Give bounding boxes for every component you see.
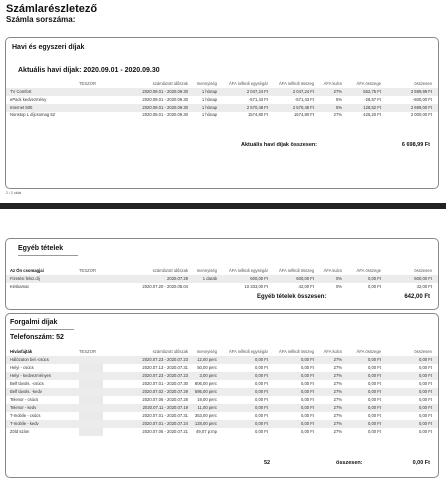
table-cell: 11,00 perc [197,405,217,410]
table-cell: 552,75 Ft [363,89,381,94]
table-cell: Nonstop L díjcsomag 52 [10,112,56,117]
table-cell: 600,00 Ft [296,276,314,281]
other-items-heading: Egyéb tételek [18,245,78,256]
table-cell: 2020.07.13 - 2020.07.31 [142,365,188,370]
table-cell: 0,00 Ft [300,397,314,402]
table-cell: 0,00 Ft [367,405,381,410]
table-cell: 806,00 perc [194,381,217,386]
table-row [6,364,438,372]
table-cell: 42,00 Ft [298,284,314,289]
table-cell: 2020.07.02 - 2020.07.29 [142,389,188,394]
monthly-total-label: Aktuális havi díjak összesen: [241,142,318,148]
table-cell: 0,00 Ft [367,373,381,378]
table-cell: Belf távols. -csúcs [10,381,44,386]
table-row [6,404,438,412]
phone-number-line: Telefonszám: 52 [10,334,64,341]
table-cell: 0,00 Ft [254,381,268,386]
page-number: 2 / 2 oldal [6,191,22,195]
table-cell: 2020.09.01 - 2020.09.30 [142,89,188,94]
column-header: ÁFA összege [356,268,381,273]
traffic-fees-heading: Forgalmi díjak [10,319,74,330]
table-cell: 1 hónap [201,112,217,117]
table-cell: 0,00 Ft [367,357,381,362]
table-cell: 0,00 Ft [300,389,314,394]
table-cell: 1574,80 Ft [247,112,268,117]
column-header: ÁFA nélküli összeg [278,268,314,273]
table-cell: 2020.07.01 - 2020.07.24 [142,421,188,426]
traffic-total-value: 0,00 Ft [412,460,430,466]
table-cell: 0,00 Ft [418,429,432,434]
column-header: ÁFA nélküli egységár [228,81,268,86]
table-cell: 0,00 Ft [367,397,381,402]
table-cell: 0,00 Ft [254,397,268,402]
table-cell: 2 570,48 Ft [246,105,268,110]
table-cell: 27% [333,413,342,418]
table-row [6,412,438,420]
table-cell: 2020.09.01 - 2020.09.30 [142,112,188,117]
table-row [6,380,438,388]
table-cell: 1 hónap [201,105,217,110]
table-cell: Telenor - kedv [10,405,37,410]
table-cell: 0,00 Ft [254,405,268,410]
column-header: TESZOR [79,268,96,273]
table-cell: 19,00 perc [197,397,217,402]
column-header: ÁFA nélküli egységár [228,268,268,273]
table-row [6,104,438,112]
column-header: számlázott időszak [152,268,188,273]
table-row [6,283,438,291]
column-header: összesen [414,349,432,354]
table-cell: 0,00 Ft [300,373,314,378]
table-row [6,396,438,404]
column-header: ÁFA nélküli összeg [278,81,314,86]
column-header: mennyiség [196,81,217,86]
table-row [6,428,438,436]
table-cell: 0,00 Ft [254,413,268,418]
table-cell: Belf távols. -kedv [10,389,42,394]
table-cell: 0,00 Ft [418,405,432,410]
table-cell: 27% [333,381,342,386]
table-cell: 2020.07.23 - 2020.07.23 [142,357,188,362]
table-header-row [6,348,438,356]
table-cell: 2 699,00 Ft [410,105,432,110]
table-cell: 0,00 Ft [367,413,381,418]
table-cell: 595,00 perc [194,389,217,394]
table-cell: 2020.07.23 - 2020.07.23 [142,373,188,378]
column-header: mennyiség [196,349,217,354]
column-header: összesen [414,268,432,273]
table-row [6,275,438,283]
column-header: TESZOR [79,81,96,86]
page-title: Számlarészletező [6,3,98,15]
column-header: mennyiség [196,268,217,273]
table-cell: 5% [335,97,342,102]
table-cell: 27% [333,397,342,402]
table-cell: 3,00 perc [199,373,217,378]
column-header: ÁFA összege [356,81,381,86]
table-cell: 0,00 Ft [418,373,432,378]
column-header: ÁFA kulcs [323,349,342,354]
table-cell: 0,00 Ft [300,357,314,362]
column-header: számlázott időszak [152,81,188,86]
table-cell: Fizetési felsz.díj [10,276,40,281]
table-cell: 49,07 p:mp [196,429,217,434]
table-cell: 0,00 Ft [300,365,314,370]
other-total-value: 642,00 Ft [404,294,430,300]
table-cell: 0,00 Ft [300,413,314,418]
column-header: Az Ön csomagjai [10,268,44,273]
table-cell: -600,00 Ft [412,97,432,102]
column-header: ÁFA kulcs [323,81,342,86]
table-row [6,96,438,104]
table-cell: 1 darab [202,276,217,281]
table-cell: 0,00 Ft [418,413,432,418]
table-cell: 353,00 perc [194,413,217,418]
table-row [6,112,438,124]
table-cell: 0,00 Ft [367,421,381,426]
table-cell: 0,00 Ft [367,429,381,434]
table-cell: 2020.09.01 - 2020.09.30 [142,105,188,110]
table-cell: 600,00 Ft [250,276,268,281]
table-cell: 10 333,00 Ft [244,284,268,289]
table-cell: 2020.07.01 - 2020.07.31 [142,413,188,418]
table-row [6,88,438,96]
table-cell: 0,00 Ft [254,389,268,394]
table-cell: T-mobile - csúcs [10,413,41,418]
column-header: ÁFA kulcs [323,268,342,273]
table-cell: 27% [333,429,342,434]
other-items-card [5,238,439,310]
table-header-row [6,267,438,275]
table-cell: 0,00 Ft [300,429,314,434]
monthly-fees-card [5,37,439,189]
table-cell: 1 hónap [201,89,217,94]
table-cell: 2020.07.06 - 2020.07.21 [142,429,188,434]
table-cell: 0,00 Ft [254,357,268,362]
table-header-row [6,80,438,88]
table-cell: -28,57 Ft [364,97,381,102]
table-cell: Helyi - kedvezményes [10,373,51,378]
table-cell: 27% [333,357,342,362]
table-cell: 50,00 perc [197,365,217,370]
monthly-total-value: 6 698,99 Ft [401,142,430,148]
table-cell: 0,00 Ft [418,365,432,370]
table-cell: 0,00 Ft [367,389,381,394]
table-row [6,372,438,380]
table-cell: 0,00 Ft [300,381,314,386]
traffic-total-label: összesen: [336,460,363,466]
column-header: számlázott időszak [152,349,188,354]
table-row [6,420,438,428]
table-cell: 27% [333,89,342,94]
column-header: ÁFA nélküli egységár [228,349,268,354]
table-cell: 0,00 Ft [418,389,432,394]
table-cell: 0,00 Ft [300,405,314,410]
table-cell: 0,00 Ft [418,357,432,362]
table-cell: 42,00 Ft [416,284,432,289]
table-row [6,356,438,364]
monthly-fees-heading: Havi és egyszeri díjak [12,44,85,51]
table-cell: 0,00 Ft [418,381,432,386]
table-cell: 27% [333,405,342,410]
table-cell: Helyi - csúcs [10,365,34,370]
table-cell: -571,43 Ft [294,97,314,102]
table-cell: 0,00 Ft [254,373,268,378]
table-row [6,388,438,396]
monthly-fees-table [6,80,438,140]
table-cell: 27% [333,112,342,117]
table-cell: 2 599,99 Ft [410,89,432,94]
table-cell: 2 047,24 Ft [292,89,314,94]
table-cell: 2020.07.29 [167,276,188,281]
traffic-total-count: 52 [264,460,271,466]
table-cell: 0,00 Ft [254,429,268,434]
page-break [0,203,446,209]
table-cell: ePack kedvezmény [10,97,47,102]
table-cell: 0,00 Ft [418,397,432,402]
column-header: TESZOR [79,349,96,354]
column-header: ÁFA nélküli összeg [278,349,314,354]
table-cell: T-mobile - kedv [10,421,39,426]
traffic-fees-card [5,313,439,478]
table-cell: 1 hónap [201,97,217,102]
table-cell: 0,00 Ft [254,365,268,370]
table-cell: 0% [335,284,342,289]
table-cell: 2020.07.20 - 2020.08.04 [142,284,188,289]
table-cell: Hálózaton bel.-csúcs [10,357,49,362]
table-cell: TV Comfort [10,89,32,94]
table-cell: 0,00 Ft [367,276,381,281]
other-items-table [6,267,438,293]
table-cell: 0,00 Ft [418,421,432,426]
table-cell: 27% [333,365,342,370]
table-cell: 128,00 perc [194,421,217,426]
table-cell: 2020.07.01 - 2020.07.30 [142,381,188,386]
table-cell: 2020.09.01 - 2020.09.30 [142,97,188,102]
table-cell: 128,52 Ft [363,105,381,110]
table-cell: 0,00 Ft [254,421,268,426]
table-cell: 2 570,48 Ft [292,105,314,110]
table-cell: 12,00 perc [197,357,217,362]
table-cell: 1574,80 Ft [293,112,314,117]
table-cell: Késkamat [10,284,29,289]
table-cell: 2020.07.06 - 2020.07.28 [142,397,188,402]
table-cell: 425,20 Ft [363,112,381,117]
table-cell: Zöld szám [10,429,30,434]
table-cell: Telenor - csúcs [10,397,39,402]
table-cell: 27% [333,389,342,394]
table-cell: 0% [335,276,342,281]
column-header: Hívásfajták [10,349,33,354]
monthly-period-line: Aktuális havi díjak: 2020.09.01 - 2020.09.30 [18,67,160,74]
table-cell: 2 047,24 Ft [246,89,268,94]
table-cell: 27% [333,373,342,378]
table-cell: 600,00 Ft [414,276,432,281]
table-cell: 2 000,00 Ft [410,112,432,117]
table-cell: 0,00 Ft [367,284,381,289]
column-header: ÁFA összege [356,349,381,354]
column-header: összesen [414,81,432,86]
traffic-fees-table [6,348,438,458]
table-cell: 0,00 Ft [300,421,314,426]
table-cell: Internet 500 [10,105,33,110]
table-cell: 0,00 Ft [367,381,381,386]
other-total-label: Egyéb tételek összesen: [257,294,327,300]
table-cell: -571,43 Ft [248,97,268,102]
invoice-number-label: Számla sorszáma: [6,15,76,24]
table-cell: 27% [333,421,342,426]
table-cell: 0,00 Ft [367,365,381,370]
table-cell: 2020.07.11 - 2020.07.19 [142,405,188,410]
table-cell: 5% [335,105,342,110]
